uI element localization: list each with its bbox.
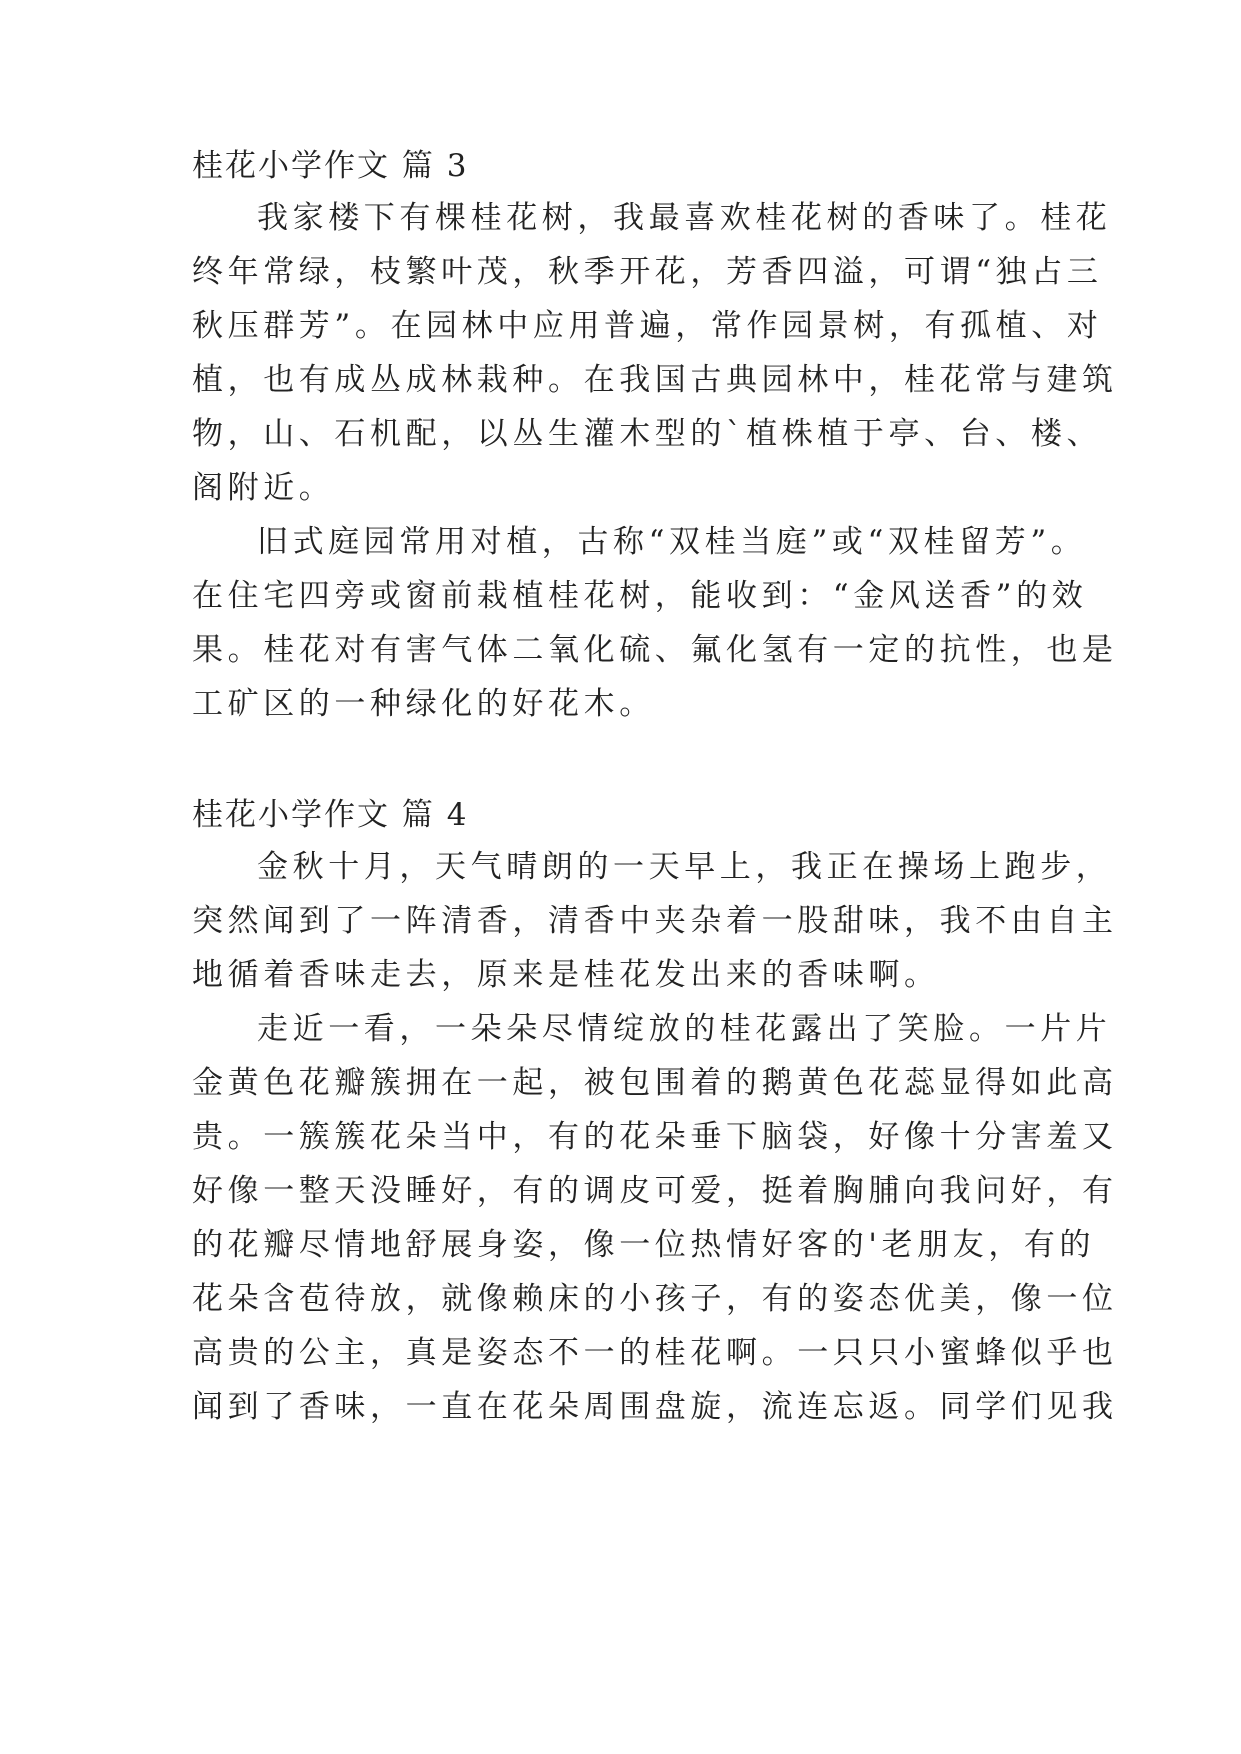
- paragraph-line: 走近一看，一朵朵尽情绽放的桂花露出了笑脸。一片片: [257, 1011, 1112, 1047]
- paragraph-line: 贵。一簇簇花朵当中，有的花朵垂下脑袋，好像十分害羞又: [192, 1119, 1118, 1155]
- paragraph-line: 在住宅四旁或窗前栽植桂花树，能收到：“金风送香”的效: [192, 578, 1088, 614]
- paragraph-line: 我家楼下有棵桂花树，我最喜欢桂花树的香味了。桂花: [257, 200, 1112, 236]
- paragraph-line: 金秋十月，天气晴朗的一天早上，我正在操场上跑步，: [257, 849, 1112, 885]
- paragraph-line: 闻到了香味，一直在花朵周围盘旋，流连忘返。同学们见我: [192, 1389, 1118, 1425]
- paragraph-line: 高贵的公主，真是姿态不一的桂花啊。一只只小蜜蜂似乎也: [192, 1335, 1118, 1371]
- paragraph-line: 终年常绿，枝繁叶茂，秋季开花，芳香四溢，可谓“独占三: [192, 254, 1103, 290]
- section-heading: 桂花小学作文 篇 3: [192, 148, 469, 184]
- paragraph-line: 物，山、石机配，以丛生灌木型的`植株植于亭、台、楼、: [192, 416, 1103, 452]
- paragraph-line: 花朵含苞待放，就像赖床的小孩子，有的姿态优美，像一位: [192, 1281, 1118, 1317]
- section-heading: 桂花小学作文 篇 4: [192, 797, 469, 833]
- paragraph-line: 果。桂花对有害气体二氧化硫、氟化氢有一定的抗性，也是: [192, 632, 1118, 668]
- paragraph-line: 植，也有成丛成林栽种。在我国古典园林中，桂花常与建筑: [192, 362, 1118, 398]
- paragraph-line: 阁附近。: [192, 470, 335, 506]
- paragraph-line: 金黄色花瓣簇拥在一起，被包围着的鹅黄色花蕊显得如此高: [192, 1065, 1118, 1101]
- paragraph-line: 突然闻到了一阵清香，清香中夹杂着一股甜味，我不由自主: [192, 903, 1118, 939]
- paragraph-line: 好像一整天没睡好，有的调皮可爱，挺着胸脯向我问好，有: [192, 1173, 1118, 1209]
- paragraph-line: 秋压群芳”。在园林中应用普遍，常作园景树，有孤植、对: [192, 308, 1103, 344]
- paragraph-line: 工矿区的一种绿化的好花木。: [192, 686, 655, 722]
- paragraph-line: 的花瓣尽情地舒展身姿，像一位热情好客的'老朋友，有的: [192, 1227, 1096, 1263]
- paragraph-line: 地循着香味走去，原来是桂花发出来的香味啊。: [192, 957, 940, 993]
- paragraph-line: 旧式庭园常用对植，古称“双桂当庭”或“双桂留芳”。: [257, 524, 1087, 560]
